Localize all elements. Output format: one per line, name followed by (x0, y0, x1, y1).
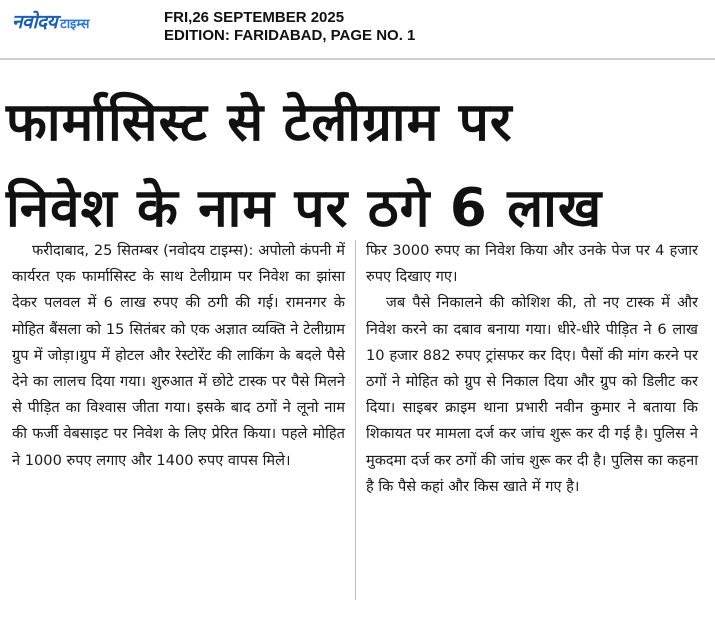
logo-sub-text: टाइम्स (60, 17, 90, 32)
right-column-para-2: जब पैसे निकालने की कोशिश की, तो नए टास्क में और निवेश करने का दबाव बनाया गया। धीरे-धीरे पीड़ित ने 6 लाख 10 हजार 882 रुपए ट्रांसफर कर दिए। पैसों की मांग करने पर ठगों ने मोहित को ग्रुप से निकाल दिया और ग्रुप को डिलीट कर दिया। साइबर क्राइम थाना प्रभारी नवीन कुमार ने बताया कि शिकायत पर मामला दर्ज कर जांच शुरू कर दी गई है। पुलिस ने मुकदमा दर्ज कर ठगों की जांच शुरू कर दी है। पुलिस का कहना है कि पैसे कहां और किस खाते में गए है। (366, 294, 698, 495)
article-headline (6, 80, 711, 252)
article-column-left (12, 238, 345, 474)
headline-line-2: निवेश के नाम पर ठगे 6 लाख (6, 178, 603, 239)
left-column-text: फरीदाबाद, 25 सितम्बर (नवोदय टाइम्स): अपोलो कंपनी में कार्यरत एक फार्मासिस्ट के साथ टेलीग्राम पर निवेश का झांसा देकर पलवल में 6 लाख रुपए की ठगी की गई। रामनगर के मोहित बैंसला को 15 सितंबर को एक अज्ञात व्यक्ति ने टेलीग्राम ग्रुप में जोड़ा।ग्रुप में होटल और रेस्टोरेंट की लाकिंग के बदले पैसे देने का लालच दिया गया। शुरुआत में छोटे टास्क पर पैसे मिलने से पीड़ित का विश्वास जीता गया। इसके बाद ठगों ने लूनो नाम की फर्जी वेबसाइट पर निवेश के लिए प्रेरित किया। पहले मोहित ने 1000 रुपए लगाए और 1400 रुपए वापस मिले। (12, 242, 345, 469)
column-divider (355, 240, 356, 600)
logo-main-text: नवोदय (12, 11, 58, 33)
article-column-right (366, 238, 698, 500)
header-rule (0, 58, 715, 60)
publication-date: FRI,26 SEPTEMBER 2025 (164, 9, 345, 26)
headline-line-1: फार्मासिस्ट से टेलीग्राम पर (6, 92, 513, 153)
edition-page: EDITION: FARIDABAD, PAGE NO. 1 (164, 27, 416, 44)
masthead (0, 0, 715, 48)
edition-info (164, 9, 415, 45)
right-column-para-1: फिर 3000 रुपए का निवेश किया और उनके पेज पर 4 हजार रुपए दिखाए गए। (366, 242, 698, 286)
newspaper-logo (12, 8, 89, 34)
